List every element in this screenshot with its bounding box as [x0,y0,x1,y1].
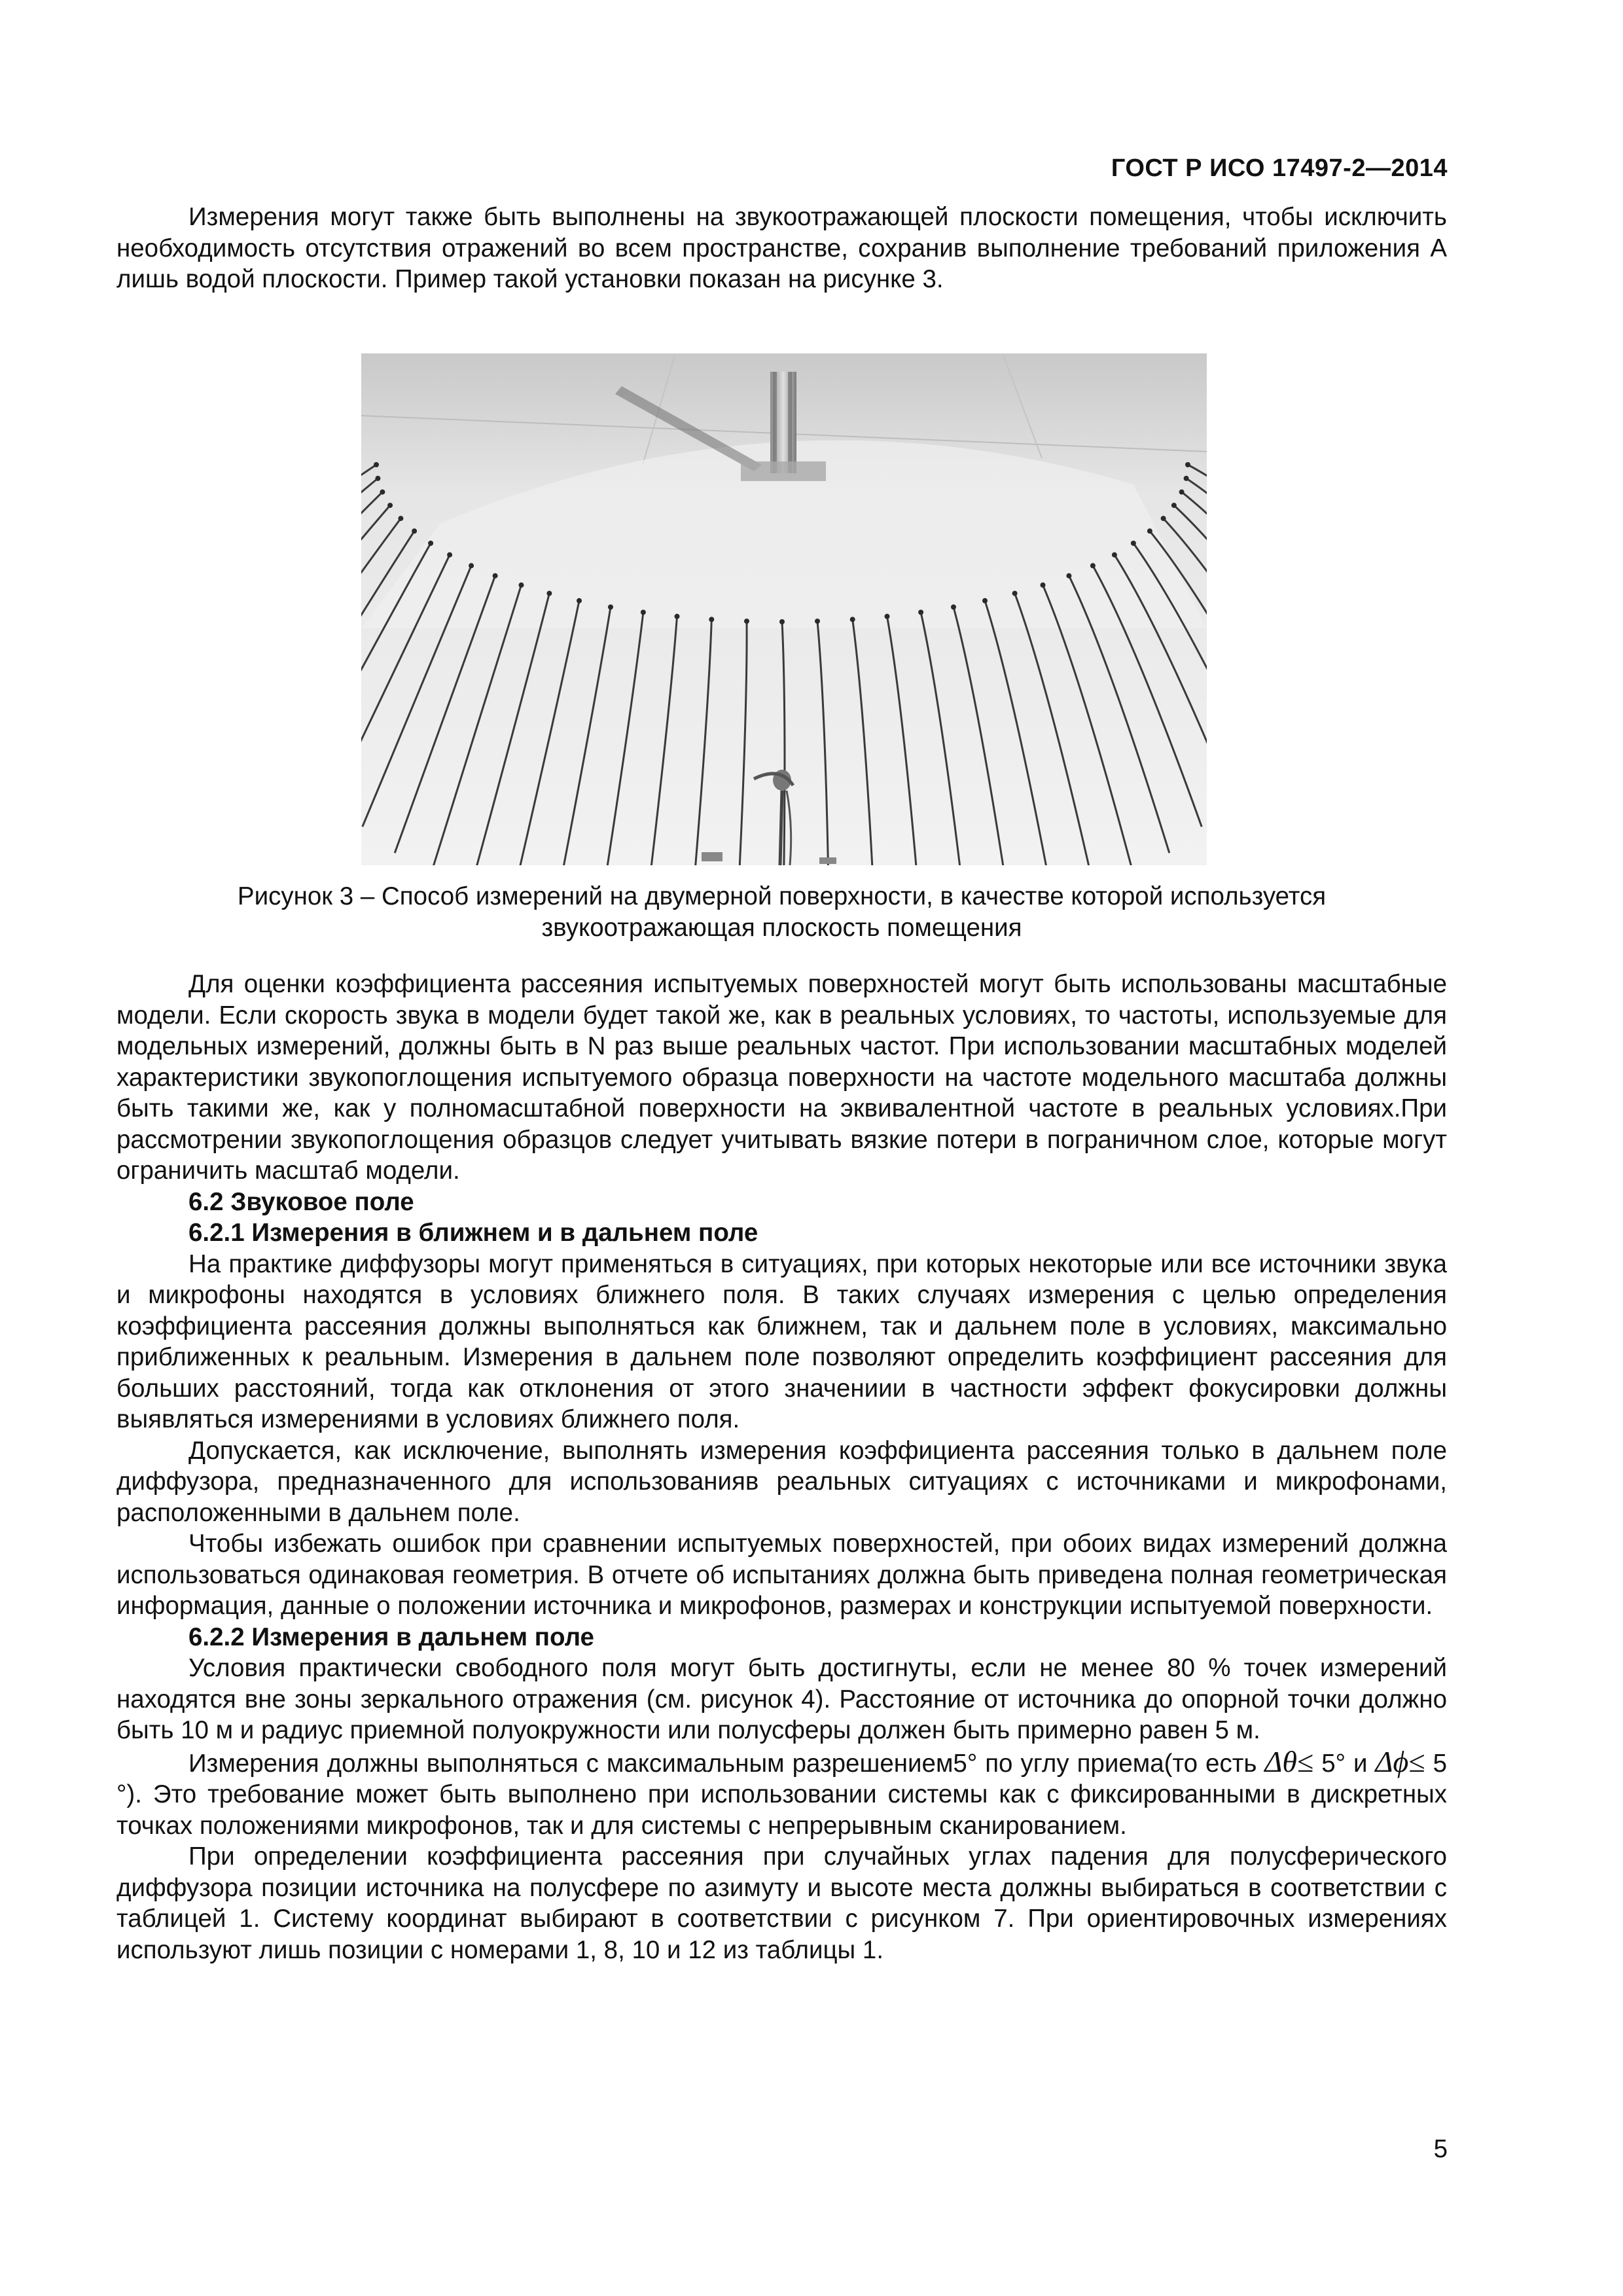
standard-header: ГОСТ Р ИСО 17497-2—2014 [1111,154,1448,182]
phi-limit-value: 5 °). [116,1749,1447,1808]
microphone [1066,573,1071,579]
microphone [428,541,433,546]
microphone [1184,476,1189,481]
and-word: и [1353,1749,1368,1778]
delta-theta-symbol: Δθ [1264,1744,1297,1778]
paragraph-near-far-field: На практике диффузоры могут применяться в ситуациях, при которых некоторые или все источники звука и микрофоны находятся в условиях ближнего поля. В таких случаях измерения с целью определения коэффициента рассеяния должны выполняться как ближнем, так и дальнем поле в условиях, максимально приближенных к реальным. Измерения в дальнем поле позволяют определить коэффициент рассеяния для больших расстояний, тогда как отклонения от этого значениии в частности эффект фокусировки должны выявляться измерениями в условиях ближнего поля. [116,1249,1447,1433]
microphone [447,552,452,558]
intro-text [116,202,1447,295]
microphone [641,610,646,615]
microphone [375,476,380,481]
microphone [519,583,524,588]
paragraph-geometry: Чтобы избежать ошибок при сравнении испытуемых поверхностей, при обоих видах измерений должна использоваться одинаковая геометрия. В отчете об испытаниях должна быть приведена полная геометрическая информация, данные о положении источника и микрофонов, размерах и конструкции испытуемой поверхности. [116,1530,1447,1620]
microphone [493,573,498,579]
less-equal-symbol: ≤ [1296,1744,1314,1778]
microphone [577,598,582,603]
paragraph-exception: Допускается, как исключение, выполнять измерения коэффициента рассеяния только в дальнем поле диффузора, предназначенного для использованияв реальных ситуациях с источниками и микрофонами, расположенными в дальнем поле. [116,1436,1447,1527]
microphone [709,617,714,622]
microphone [918,610,923,615]
microphone [1131,541,1136,546]
paragraph-resolution [116,1746,1447,1842]
main-text [116,969,1447,1965]
measurement-setup-image [361,353,1207,865]
paragraph-random-incidence: При определении коэффициента рассеяния при случайных углах падения для полусферического диффузора позиции источника на полусфере по азимуту и высоте места должны выбираться в соответствии с таблицей 1. Систему координат выбирают в соответствии с рисунком 7. При ориентировочных измерениях используют лишь позиции с номерами 1, 8, 10 и 12 из таблицы 1. [116,1842,1447,1964]
delta-phi-symbol: Δϕ [1375,1744,1409,1778]
paragraph-scale-models: Для оценки коэффициента рассеяния испытуемых поверхностей могут быть использованы масштабные модели. Если скорость звука в модели будет такой же, как в реальных условиях, то частоты, используемые для модельных измерений, должны быть в N раз выше реальных частот. При использовании масштабных моделей характеристики звукопоглощения испытуемого образца поверхности на частоте модельного масштаба должны быть такими же, как у полномасштабной поверхности на эквивалентной частоте в реальных условиях.При рассмотрении звукопоглощения образцов следует учитывать вязкие потери в пограничном слое, которые могут ограничить масштаб модели. [116,970,1447,1185]
microphone [1147,528,1152,533]
microphone [982,598,988,603]
microphone [1179,490,1185,495]
theta-limit-value: 5° [1321,1749,1346,1778]
heading-6-2-1: 6.2.1 Измерения в ближнем и в дальнем поле [188,1219,758,1247]
page-number: 5 [1433,2135,1448,2163]
microphone [951,605,956,610]
microphone [779,619,785,624]
microphone [815,619,820,624]
caption-line-2: звукоотражающая плоскость помещения [541,914,1022,942]
microphone [1041,583,1046,588]
resolution-text-b: Это требование может быть выполнено при использовании системы как с фиксированными в дискретных точках положениями микрофонов, так и для системы с непрерывным сканированием. [116,1780,1447,1840]
microphone [1012,591,1018,596]
microphone [1171,503,1177,508]
microphone [546,591,552,596]
less-equal-symbol-2: ≤ [1408,1744,1425,1778]
microphone [398,516,403,521]
microphone [1090,563,1096,568]
microphone [608,605,613,610]
microphone [1185,462,1190,467]
figure-3-photo [361,353,1207,865]
figure-3-caption [116,881,1447,944]
microphone [387,503,393,508]
intro-paragraph: Измерения могут также быть выполнены на звукоотражающей плоскости помещения, чтобы исключить необходимость отсутствия отражений во всем пространстве, сохранив выполнение требований приложения А лишь водой плоскости. Пример такой установки показан на рисунке 3. [116,203,1447,293]
paragraph-free-field: Условия практически свободного поля могут быть достигнуты, если не менее 80 % точек измерений находятся вне зоны зеркального отражения (см. рисунок 4). Расстояние от источника до опорной точки должно быть 10 м и радиус приемной полуокружности или полусферы должен быть примерно равен 5 м. [116,1654,1447,1744]
caption-line-1: Рисунок 3 – Способ измерений на двумерной поверхности, в качестве которой используется [237,882,1327,910]
heading-6-2-2: 6.2.2 Измерения в дальнем поле [188,1623,594,1651]
microphone [850,617,855,622]
microphone [380,490,385,495]
microphone [1112,552,1117,558]
microphone [744,619,749,624]
microphone [469,563,474,568]
microphone [412,528,417,533]
heading-6-2: 6.2 Звуковое поле [188,1187,414,1216]
resolution-text-a: Измерения должны выполняться с максимальным разрешением5° по углу приема(то есть [188,1749,1257,1778]
microphone [885,614,890,619]
microphone [1161,516,1166,521]
microphone [374,462,379,467]
microphone [675,614,680,619]
